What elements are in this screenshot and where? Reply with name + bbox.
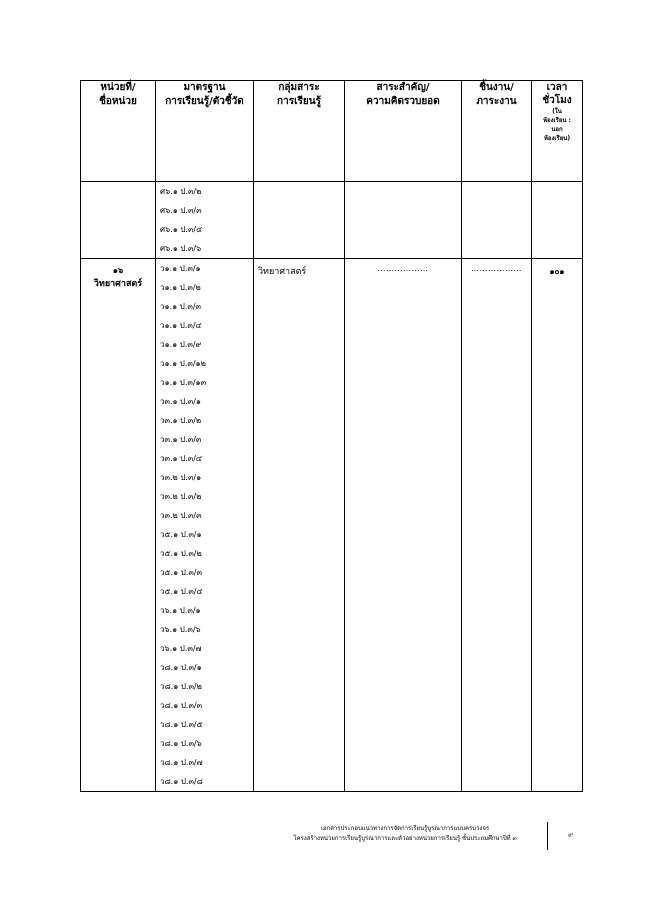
essence-placeholder: ……………… <box>377 264 429 273</box>
indicator-item: ว๖.๑ ป.๓/๖ <box>160 625 201 634</box>
indicator-item: ว๑.๑ ป.๓/๙ <box>160 340 202 349</box>
indicator-item: ว๕.๑ ป.๓/๔ <box>160 587 203 596</box>
science-time-cell <box>532 259 583 792</box>
header-task-line1: ชิ้นงาน/ <box>479 82 514 93</box>
header-task-line2: ภาระงาน <box>476 96 517 107</box>
science-group-cell <box>254 259 345 792</box>
hours-value: ๑๐๑ <box>549 267 565 276</box>
header-subject-group-line1: กลุ่มสาระ <box>278 82 320 93</box>
header-standard <box>156 81 254 182</box>
indicator-item: ศ๖.๑ ป.๓/๖ <box>160 244 202 253</box>
science-indicators-cell <box>156 259 254 792</box>
header-unit-line2: ชื่อหน่วย <box>99 96 137 107</box>
footer-line1: เอกสารประกอบแนวทางการจัดการเรียนรู้บูรณาการแบบครบวงจร <box>320 825 490 832</box>
header-standard-line2: การเรียนรู้/ตัวชี้วัด <box>165 96 244 107</box>
indicator-item: ศ๖.๑ ป.๓/๓ <box>160 206 202 215</box>
indicator-item: ว๓.๑ ป.๓/๑ <box>160 397 201 406</box>
header-time-line1: เวลา <box>546 82 568 93</box>
header-task <box>462 81 532 182</box>
footer-line2: โครงสร้างหน่วยการเรียนรู้บูรณาการและตัวอย่างหน่วยการเรียนรู้ ชั้นประถมศึกษาปีที่ ๓ <box>293 835 517 842</box>
continued-essence-cell <box>345 182 462 259</box>
indicator-item: ว๓.๒ ป.๓/๓ <box>160 511 202 520</box>
indicator-item: ว๑.๑ ป.๓/๑๒ <box>160 359 206 368</box>
science-task-cell <box>462 259 532 792</box>
unit-number: ๑๖ <box>112 266 124 275</box>
header-time <box>532 81 583 182</box>
continued-time-cell <box>532 182 583 259</box>
indicator-item: ว๓.๑ ป.๓/๒ <box>160 416 202 425</box>
header-time-line6: ห้องเรียน) <box>543 135 571 142</box>
table-row-science <box>81 259 583 792</box>
indicator-item: ว๕.๑ ป.๓/๒ <box>160 549 202 558</box>
science-unit-cell <box>81 259 156 792</box>
header-subject-group <box>254 81 345 182</box>
header-time-line3: (ใน <box>552 108 562 115</box>
indicator-item: ว๓.๒ ป.๓/๒ <box>160 492 202 501</box>
footer <box>280 824 530 844</box>
indicator-item: ว๓.๑ ป.๓/๔ <box>160 454 202 463</box>
task-placeholder: ……………… <box>471 264 522 273</box>
header-essence-line2: ความคิดรวบยอด <box>366 96 440 107</box>
header-time-line5: นอก <box>551 126 563 133</box>
continued-indicators-cell <box>156 182 254 259</box>
header-row <box>81 81 583 182</box>
indicator-item: ว๑.๑ ป.๓/๑ <box>160 264 201 273</box>
subject-group: วิทยาศาสตร์ <box>258 267 307 277</box>
footer-divider <box>547 822 548 850</box>
indicator-item: ว๘.๑ ป.๓/๕ <box>160 720 203 729</box>
indicator-item: ว๕.๑ ป.๓/๑ <box>160 530 202 539</box>
continued-unit-cell <box>81 182 156 259</box>
indicator-item: ว๑.๑ ป.๓/๓ <box>160 302 201 311</box>
page-number: ๙ <box>568 831 574 839</box>
header-time-line4: ห้องเรียน : <box>543 117 571 124</box>
indicator-item: ว๘.๑ ป.๓/๓ <box>160 701 203 710</box>
header-time-line2: ชั่วโมง <box>542 95 572 106</box>
header-subject-group-line2: การเรียนรู้ <box>277 96 321 107</box>
indicator-item: ศ๖.๑ ป.๓/๔ <box>160 225 203 234</box>
continued-group-cell <box>254 182 345 259</box>
unit-name: วิทยาศาสตร์ <box>93 279 143 289</box>
indicator-item: ศ๖.๑ ป.๓/๒ <box>160 187 202 196</box>
science-essence-cell <box>345 259 462 792</box>
indicator-item: ว๑.๑ ป.๓/๒ <box>160 283 201 292</box>
indicator-item: ว๘.๑ ป.๓/๘ <box>160 777 203 786</box>
header-essence-line1: สาระสำคัญ/ <box>376 82 430 93</box>
indicator-item: ว๑.๑ ป.๓/๑๓ <box>160 378 207 387</box>
indicator-item: ว๘.๑ ป.๓/๑ <box>160 663 202 672</box>
table-row-continued <box>81 182 583 259</box>
indicator-item: ว๖.๑ ป.๓/๗ <box>160 644 202 653</box>
indicator-item: ว๑.๑ ป.๓/๔ <box>160 321 202 330</box>
indicator-item: ว๘.๑ ป.๓/๗ <box>160 758 203 767</box>
indicator-item: ว๕.๑ ป.๓/๓ <box>160 568 202 577</box>
header-unit-line1: หน่วยที่/ <box>100 82 136 93</box>
indicator-item: ว๖.๑ ป.๓/๑ <box>160 606 201 615</box>
continued-task-cell <box>462 182 532 259</box>
indicator-item: ว๘.๑ ป.๓/๖ <box>160 739 202 748</box>
indicator-item: ว๘.๑ ป.๓/๒ <box>160 682 202 691</box>
header-unit <box>81 81 156 182</box>
indicator-item: ว๓.๑ ป.๓/๓ <box>160 435 202 444</box>
header-standard-line1: มาตรฐาน <box>183 82 226 93</box>
curriculum-table <box>80 80 583 792</box>
indicator-item: ว๓.๒ ป.๓/๑ <box>160 473 202 482</box>
header-essence <box>345 81 462 182</box>
